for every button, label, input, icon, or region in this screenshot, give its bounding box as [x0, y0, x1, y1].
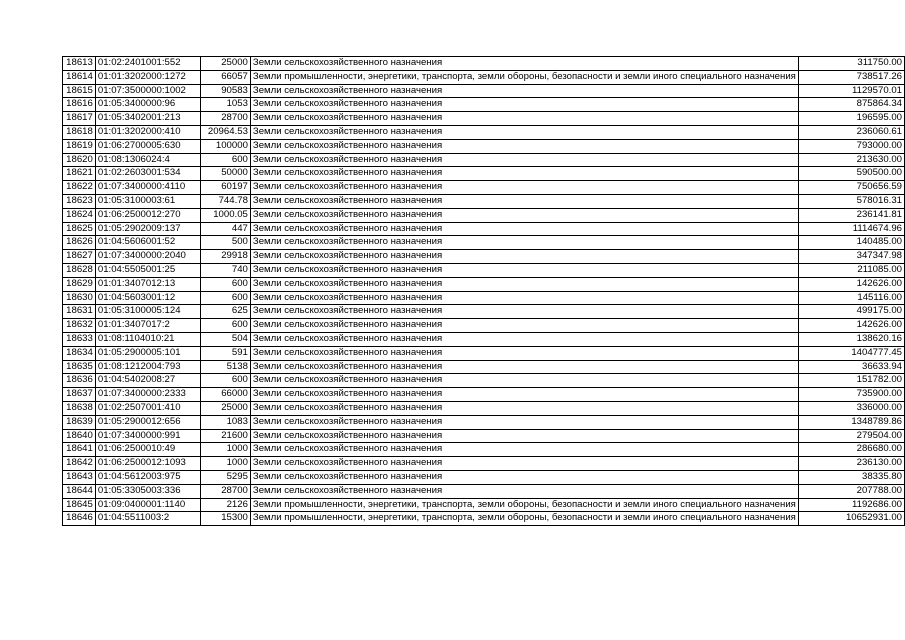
- row-number: 18635: [63, 360, 96, 374]
- row-number: 18632: [63, 319, 96, 333]
- plot-area: 600: [201, 291, 251, 305]
- plot-area: 90583: [201, 84, 251, 98]
- land-category: Земли сельскохозяйственного назначения: [250, 194, 798, 208]
- cadastral-value: 347347.98: [798, 250, 904, 264]
- cadastral-number: 01:05:3100005:124: [95, 305, 200, 319]
- plot-area: 740: [201, 263, 251, 277]
- land-category: Земли промышленности, энергетики, транспорта, земли обороны, безопасности и земли иного специального назначения: [250, 70, 798, 84]
- plot-area: 66057: [201, 70, 251, 84]
- plot-area: 500: [201, 236, 251, 250]
- row-number: 18614: [63, 70, 96, 84]
- land-category: Земли сельскохозяйственного назначения: [250, 429, 798, 443]
- cadastral-number: 01:02:2507001:410: [95, 401, 200, 415]
- plot-area: 28700: [201, 484, 251, 498]
- table-row: [63, 236, 905, 250]
- land-category: Земли сельскохозяйственного назначения: [250, 98, 798, 112]
- row-number: 18633: [63, 332, 96, 346]
- cadastral-value: 10652931.00: [798, 512, 904, 526]
- land-category: Земли сельскохозяйственного назначения: [250, 263, 798, 277]
- land-category: Земли сельскохозяйственного назначения: [250, 236, 798, 250]
- cadastral-number: 01:08:1306024:4: [95, 153, 200, 167]
- cadastral-number: 01:09:0400001:1140: [95, 498, 200, 512]
- land-category: Земли сельскохозяйственного назначения: [250, 84, 798, 98]
- cadastral-number: 01:04:5505001:25: [95, 263, 200, 277]
- plot-area: 1053: [201, 98, 251, 112]
- row-number: 18631: [63, 305, 96, 319]
- cadastral-number: 01:02:2603001:534: [95, 167, 200, 181]
- plot-area: 1000: [201, 457, 251, 471]
- land-category: Земли промышленности, энергетики, транспорта, земли обороны, безопасности и земли иного специального назначения: [250, 512, 798, 526]
- cadastral-number: 01:01:3202000:1272: [95, 70, 200, 84]
- land-category: Земли сельскохозяйственного назначения: [250, 401, 798, 415]
- land-category: Земли сельскохозяйственного назначения: [250, 305, 798, 319]
- table-row: [63, 415, 905, 429]
- cadastral-value: 142626.00: [798, 277, 904, 291]
- row-number: 18619: [63, 139, 96, 153]
- cadastral-value: 793000.00: [798, 139, 904, 153]
- cadastral-value: 738517.26: [798, 70, 904, 84]
- row-number: 18625: [63, 222, 96, 236]
- land-category: Земли сельскохозяйственного назначения: [250, 277, 798, 291]
- land-category: Земли сельскохозяйственного назначения: [250, 153, 798, 167]
- table-row: [63, 222, 905, 236]
- table-row: [63, 429, 905, 443]
- cadastral-number: 01:07:3400000:2040: [95, 250, 200, 264]
- table-row: [63, 319, 905, 333]
- plot-area: 591: [201, 346, 251, 360]
- plot-area: 21600: [201, 429, 251, 443]
- land-category: Земли сельскохозяйственного назначения: [250, 415, 798, 429]
- plot-area: 1083: [201, 415, 251, 429]
- table-row: [63, 98, 905, 112]
- cadastral-value: 236060.61: [798, 125, 904, 139]
- land-category: Земли сельскохозяйственного назначения: [250, 250, 798, 264]
- cadastral-number: 01:05:3100003:61: [95, 194, 200, 208]
- row-number: 18641: [63, 443, 96, 457]
- cadastral-value: 578016.31: [798, 194, 904, 208]
- table-row: [63, 277, 905, 291]
- cadastral-value: 590500.00: [798, 167, 904, 181]
- table-row: [63, 484, 905, 498]
- row-number: 18622: [63, 181, 96, 195]
- cadastral-value: 236141.81: [798, 208, 904, 222]
- land-category: Земли сельскохозяйственного назначения: [250, 346, 798, 360]
- land-category: Земли сельскохозяйственного назначения: [250, 181, 798, 195]
- table-row: [63, 194, 905, 208]
- plot-area: 100000: [201, 139, 251, 153]
- cadastral-number: 01:01:3202000:410: [95, 125, 200, 139]
- cadastral-value: 279504.00: [798, 429, 904, 443]
- table-row: [63, 346, 905, 360]
- table-row: [63, 167, 905, 181]
- table-row: [63, 374, 905, 388]
- document-sheet: [62, 56, 905, 526]
- table-row: [63, 512, 905, 526]
- plot-area: 5138: [201, 360, 251, 374]
- cadastral-value: 1192686.00: [798, 498, 904, 512]
- cadastral-value: 311750.00: [798, 57, 904, 71]
- row-number: 18642: [63, 457, 96, 471]
- cadastral-value: 138620.16: [798, 332, 904, 346]
- plot-area: 600: [201, 319, 251, 333]
- cadastral-number: 01:08:1104010:21: [95, 332, 200, 346]
- row-number: 18621: [63, 167, 96, 181]
- cadastral-value: 286680.00: [798, 443, 904, 457]
- cadastral-value: 1404777.45: [798, 346, 904, 360]
- row-number: 18639: [63, 415, 96, 429]
- row-number: 18638: [63, 401, 96, 415]
- cadastral-value: 142626.00: [798, 319, 904, 333]
- row-number: 18616: [63, 98, 96, 112]
- row-number: 18627: [63, 250, 96, 264]
- land-category: Земли сельскохозяйственного назначения: [250, 291, 798, 305]
- row-number: 18634: [63, 346, 96, 360]
- land-category: Земли сельскохозяйственного назначения: [250, 139, 798, 153]
- table-row: [63, 443, 905, 457]
- table-row: [63, 70, 905, 84]
- plot-area: 625: [201, 305, 251, 319]
- cadastral-number: 01:06:2500010:49: [95, 443, 200, 457]
- row-number: 18617: [63, 112, 96, 126]
- table-row: [63, 470, 905, 484]
- row-number: 18626: [63, 236, 96, 250]
- cadastral-value: 213630.00: [798, 153, 904, 167]
- table-row: [63, 388, 905, 402]
- table-row: [63, 401, 905, 415]
- land-category: Земли сельскохозяйственного назначения: [250, 222, 798, 236]
- cadastral-value: 140485.00: [798, 236, 904, 250]
- row-number: 18646: [63, 512, 96, 526]
- table-row: [63, 457, 905, 471]
- plot-area: 50000: [201, 167, 251, 181]
- land-category: Земли сельскохозяйственного назначения: [250, 388, 798, 402]
- table-row: [63, 84, 905, 98]
- cadastral-value: 236130.00: [798, 457, 904, 471]
- row-number: 18629: [63, 277, 96, 291]
- land-category: Земли сельскохозяйственного назначения: [250, 443, 798, 457]
- row-number: 18620: [63, 153, 96, 167]
- table-row: [63, 153, 905, 167]
- plot-area: 600: [201, 277, 251, 291]
- cadastral-number: 01:05:3402001:213: [95, 112, 200, 126]
- row-number: 18615: [63, 84, 96, 98]
- row-number: 18618: [63, 125, 96, 139]
- cadastral-value: 196595.00: [798, 112, 904, 126]
- land-category: Земли сельскохозяйственного назначения: [250, 360, 798, 374]
- table-body: [63, 57, 905, 526]
- cadastral-number: 01:04:5603001:12: [95, 291, 200, 305]
- row-number: 18613: [63, 57, 96, 71]
- land-plot-table: [62, 56, 905, 526]
- cadastral-number: 01:06:2500012:270: [95, 208, 200, 222]
- cadastral-value: 750656.59: [798, 181, 904, 195]
- cadastral-value: 211085.00: [798, 263, 904, 277]
- cadastral-number: 01:07:3500000:1002: [95, 84, 200, 98]
- land-category: Земли сельскохозяйственного назначения: [250, 57, 798, 71]
- table-row: [63, 263, 905, 277]
- cadastral-value: 36633.94: [798, 360, 904, 374]
- cadastral-number: 01:05:2900005:101: [95, 346, 200, 360]
- row-number: 18640: [63, 429, 96, 443]
- cadastral-number: 01:04:5511003:2: [95, 512, 200, 526]
- cadastral-number: 01:07:3400000:2333: [95, 388, 200, 402]
- cadastral-value: 151782.00: [798, 374, 904, 388]
- row-number: 18624: [63, 208, 96, 222]
- cadastral-number: 01:04:5402008:27: [95, 374, 200, 388]
- plot-area: 25000: [201, 401, 251, 415]
- table-row: [63, 332, 905, 346]
- land-category: Земли сельскохозяйственного назначения: [250, 319, 798, 333]
- land-category: Земли сельскохозяйственного назначения: [250, 332, 798, 346]
- cadastral-number: 01:07:3400000:991: [95, 429, 200, 443]
- cadastral-number: 01:01:3407012:13: [95, 277, 200, 291]
- cadastral-number: 01:04:5606001:52: [95, 236, 200, 250]
- cadastral-value: 207788.00: [798, 484, 904, 498]
- plot-area: 1000.05: [201, 208, 251, 222]
- table-row: [63, 208, 905, 222]
- plot-area: 5295: [201, 470, 251, 484]
- land-category: Земли сельскохозяйственного назначения: [250, 457, 798, 471]
- plot-area: 28700: [201, 112, 251, 126]
- row-number: 18628: [63, 263, 96, 277]
- row-number: 18643: [63, 470, 96, 484]
- land-category: Земли сельскохозяйственного назначения: [250, 374, 798, 388]
- land-category: Земли сельскохозяйственного назначения: [250, 125, 798, 139]
- land-category: Земли сельскохозяйственного назначения: [250, 208, 798, 222]
- plot-area: 60197: [201, 181, 251, 195]
- plot-area: 20964.53: [201, 125, 251, 139]
- cadastral-number: 01:05:3400000:96: [95, 98, 200, 112]
- land-category: Земли промышленности, энергетики, транспорта, земли обороны, безопасности и земли иного специального назначения: [250, 498, 798, 512]
- cadastral-number: 01:08:1212004:793: [95, 360, 200, 374]
- table-row: [63, 250, 905, 264]
- cadastral-value: 336000.00: [798, 401, 904, 415]
- plot-area: 2126: [201, 498, 251, 512]
- land-category: Земли сельскохозяйственного назначения: [250, 112, 798, 126]
- plot-area: 744.78: [201, 194, 251, 208]
- plot-area: 15300: [201, 512, 251, 526]
- row-number: 18623: [63, 194, 96, 208]
- plot-area: 600: [201, 374, 251, 388]
- cadastral-value: 735900.00: [798, 388, 904, 402]
- table-row: [63, 291, 905, 305]
- row-number: 18637: [63, 388, 96, 402]
- cadastral-value: 1129570.01: [798, 84, 904, 98]
- land-category: Земли сельскохозяйственного назначения: [250, 484, 798, 498]
- row-number: 18630: [63, 291, 96, 305]
- cadastral-value: 499175.00: [798, 305, 904, 319]
- land-category: Земли сельскохозяйственного назначения: [250, 167, 798, 181]
- cadastral-number: 01:04:5612003:975: [95, 470, 200, 484]
- cadastral-number: 01:06:2500012:1093: [95, 457, 200, 471]
- table-row: [63, 125, 905, 139]
- row-number: 18644: [63, 484, 96, 498]
- cadastral-number: 01:05:3305003:336: [95, 484, 200, 498]
- cadastral-value: 1348789.86: [798, 415, 904, 429]
- plot-area: 447: [201, 222, 251, 236]
- table-row: [63, 181, 905, 195]
- plot-area: 25000: [201, 57, 251, 71]
- table-row: [63, 112, 905, 126]
- land-category: Земли сельскохозяйственного назначения: [250, 470, 798, 484]
- cadastral-value: 1114674.96: [798, 222, 904, 236]
- table-row: [63, 360, 905, 374]
- cadastral-number: 01:05:2902009:137: [95, 222, 200, 236]
- table-row: [63, 498, 905, 512]
- table-row: [63, 57, 905, 71]
- cadastral-number: 01:02:2401001:552: [95, 57, 200, 71]
- cadastral-number: 01:01:3407017:2: [95, 319, 200, 333]
- plot-area: 504: [201, 332, 251, 346]
- cadastral-value: 875864.34: [798, 98, 904, 112]
- cadastral-value: 145116.00: [798, 291, 904, 305]
- cadastral-number: 01:05:2900012:656: [95, 415, 200, 429]
- table-row: [63, 305, 905, 319]
- row-number: 18636: [63, 374, 96, 388]
- cadastral-number: 01:06:2700005:630: [95, 139, 200, 153]
- plot-area: 66000: [201, 388, 251, 402]
- cadastral-number: 01:07:3400000:4110: [95, 181, 200, 195]
- row-number: 18645: [63, 498, 96, 512]
- cadastral-value: 38335.80: [798, 470, 904, 484]
- plot-area: 600: [201, 153, 251, 167]
- plot-area: 29918: [201, 250, 251, 264]
- plot-area: 1000: [201, 443, 251, 457]
- table-row: [63, 139, 905, 153]
